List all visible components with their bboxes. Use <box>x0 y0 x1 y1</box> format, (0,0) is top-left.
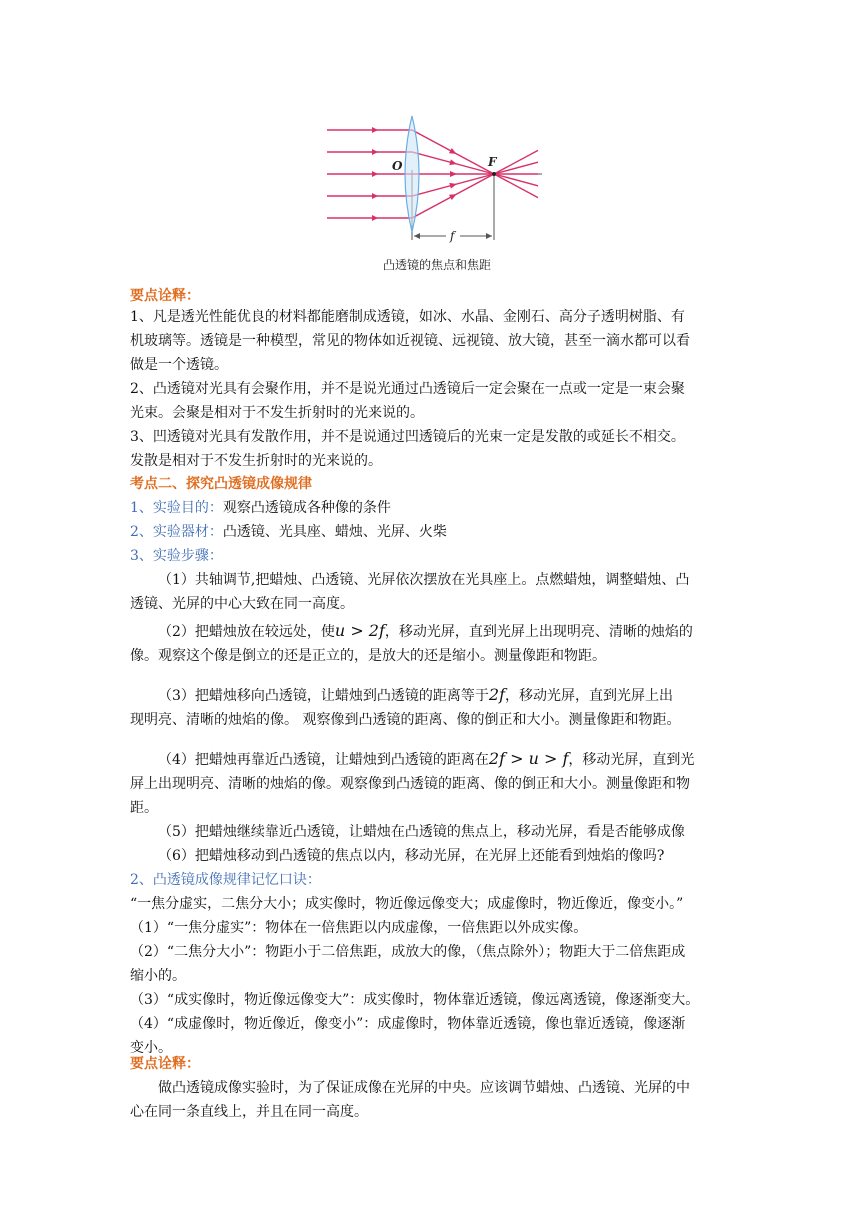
light-rays <box>327 127 538 221</box>
math-formula: u > 2f <box>334 621 385 640</box>
focal-point-dot <box>492 172 496 176</box>
text-line: 1、凡是透光性能优良的材料都能磨制成透镜，如冰、水晶、金刚石、高分子透明树脂、有 <box>130 309 685 325</box>
ray-arrow <box>372 171 378 177</box>
text-line: 光束。会聚是相对于不发生折射时的光来说的。 <box>130 405 424 421</box>
text-line: 3、凹透镜对光具有发散作用，并不是说通过凹透镜后的光束一定是发散的或延长不相交。 <box>130 429 685 445</box>
text-line: （2）“二焦分大小”：物距小于二倍焦距，成放大的像，（焦点除外）；物距大于二倍焦距成 <box>130 944 686 960</box>
item-label: 1、实验目的： <box>130 500 223 516</box>
item-label: 3、实验步骤： <box>130 548 223 564</box>
text-line: （1）共轴调节,把蜡烛、凸透镜、光屏依次摆放在光具座上。点燃蜡烛，调整蜡烛、凸 <box>158 572 690 588</box>
text-segment: ，移动光屏，直到光屏上出现明亮、清晰的烛焰的 <box>384 624 693 640</box>
text-line: 2、凸透镜对光具有会聚作用，并不是说光通过凸透镜后一定会聚在一点或一定是一束会聚 <box>130 381 685 397</box>
text-line: 做凸透镜成像实验时，为了保证成像在光屏的中央。应该调节蜡烛、凸透镜、光屏的中 <box>158 1080 690 1096</box>
text-line: （4）“成虚像时，物近像近，像变小”：成虚像时，物体靠近透镜，像也靠近透镜，像逐渐 <box>130 1016 686 1032</box>
text-line <box>158 618 693 645</box>
item-label: 2、实验器材： <box>130 524 223 540</box>
label-o: O <box>392 159 403 173</box>
ray-arrow <box>372 127 378 133</box>
lens-diagram <box>322 108 544 258</box>
text-line: 透镜、光屏的中心大致在同一高度。 <box>130 596 354 612</box>
text-segment: ，移动光屏，直到光 <box>568 752 695 768</box>
text-line: 距。 <box>130 800 158 816</box>
label-f-length: f <box>450 229 455 243</box>
label-f-point: F <box>488 155 497 169</box>
ray-arrow <box>372 149 378 155</box>
text-segment: （4）把蜡烛再靠近凸透镜，让蜡烛到凸透镜的距离在 <box>158 752 489 768</box>
text-line: 变小。 <box>130 1040 172 1056</box>
figure-caption: 凸透镜的焦点和焦距 <box>382 258 491 272</box>
ray-arrow <box>450 171 457 177</box>
text-line: 像。观察这个像是倒立的还是正立的，是放大的还是缩小。测量像距和物距。 <box>130 648 606 664</box>
text-line <box>158 746 694 773</box>
text-line: （3）“成实像时，物近像远像变大”：成实像时，物体靠近透镜，像远离透镜，像逐渐变大。 <box>130 992 700 1008</box>
text-line: 屏上出现明亮、清晰的烛焰的像。观察像到凸透镜的距离、像的倒正和大小。测量像距和物 <box>130 776 690 792</box>
text-line: （6）把蜡烛移动到凸透镜的焦点以内，移动光屏，在光屏上还能看到烛焰的像吗? <box>158 848 665 864</box>
item-text: 凸透镜、光具座、蜡烛、光屏、火柴 <box>222 524 447 540</box>
convex-lens-figure <box>322 108 544 278</box>
text-line: 做是一个透镜。 <box>130 357 228 373</box>
text-line <box>130 498 391 518</box>
math-formula: 2f > u > f <box>488 749 569 768</box>
text-segment: （2）把蜡烛放在较远处，使 <box>158 624 335 640</box>
math-formula: 2f <box>488 685 506 704</box>
ray-arrow <box>372 193 378 199</box>
text-line: 发散是相对于不发生折射时的光来说的。 <box>130 453 382 469</box>
key-points-heading: 要点诠释： <box>130 1056 200 1072</box>
light-ray <box>327 130 538 198</box>
text-line: “一焦分虚实，二焦分大小；成实像时，物近像远像变大；成虚像时，物近像近，像变小。” <box>130 896 684 912</box>
light-ray <box>327 150 538 218</box>
text-line: 现明亮、清晰的烛焰的像。 观察像到凸透镜的距离、像的倒正和大小。测量像距和物距。 <box>130 712 681 728</box>
ray-arrow <box>372 215 378 221</box>
key-points-heading: 要点诠释： <box>130 288 200 304</box>
text-line: 缩小的。 <box>130 968 186 984</box>
text-segment: （3）把蜡烛移向凸透镜，让蜡烛到凸透镜的距离等于 <box>158 688 489 704</box>
item-label: 2、凸透镜成像规律记忆口诀： <box>130 872 321 888</box>
text-line <box>158 682 673 709</box>
text-line <box>130 522 447 542</box>
text-line: 机玻璃等。透镜是一种模型，常见的物体如近视镜、远视镜、放大镜，甚至一滴水都可以看 <box>130 333 690 349</box>
text-segment: ，移动光屏，直到光屏上出 <box>505 688 674 704</box>
section-heading: 考点二、探究凸透镜成像规律 <box>130 476 312 492</box>
text-line: （5）把蜡烛继续靠近凸透镜，让蜡烛在凸透镜的焦点上，移动光屏，看是否能够成像 <box>158 824 685 840</box>
text-line: （1）“一焦分虚实”：物体在一倍焦距以内成虚像，一倍焦距以外成实像。 <box>130 920 588 936</box>
item-text: 观察凸透镜成各种像的条件 <box>222 500 391 516</box>
text-line: 心在同一条直线上，并且在同一高度。 <box>130 1104 368 1120</box>
